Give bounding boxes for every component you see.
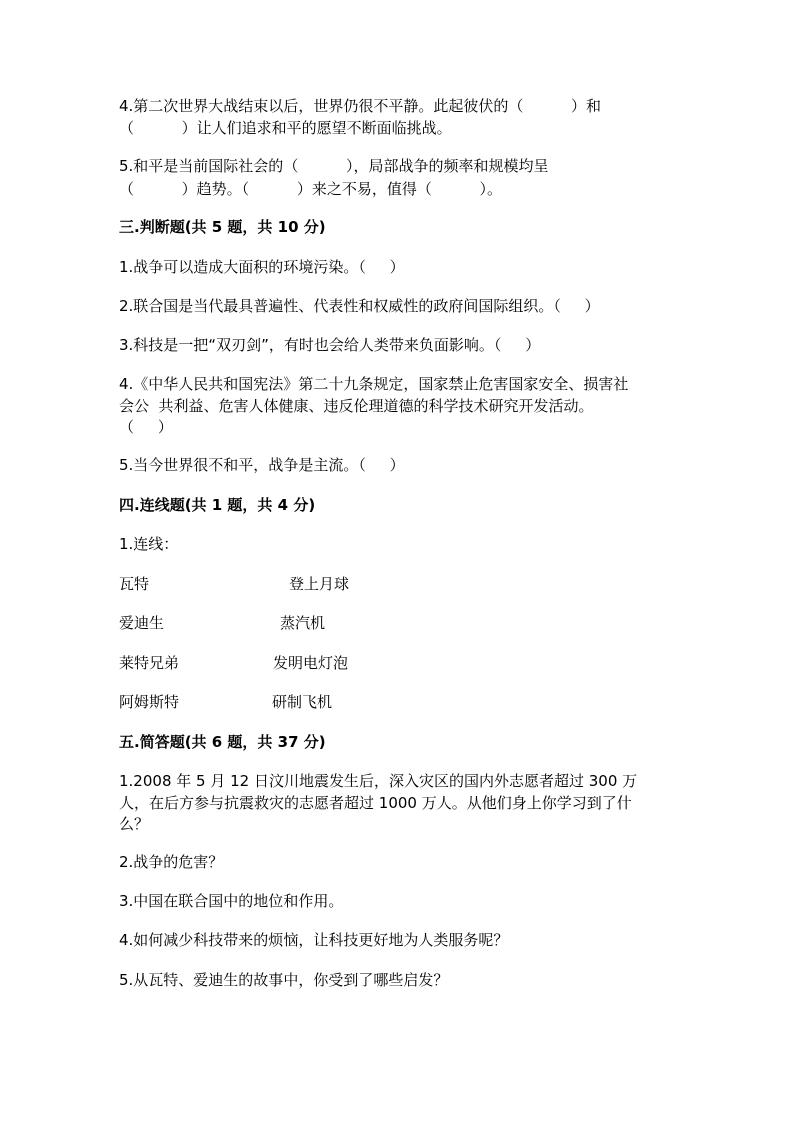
question-2-5-line1: 5.和平是当前国际社会的（ ），局部战争的频率和规模均呈 xyxy=(119,157,549,175)
question-5-1-line1: 1.2008 年 5 月 12 日汶川地震发生后，深入灾区的国内外志愿者超过 300 万 xyxy=(119,772,638,790)
question-5-3: 3.中国在联合国中的地位和作用。 xyxy=(119,892,344,910)
question-5-2: 2.战争的危害？ xyxy=(119,853,224,871)
question-3-2: 2.联合国是当代最具普遍性、代表性和权威性的政府间国际组织。（ ） xyxy=(119,297,600,315)
question-2-5-line2: （ ）趋势。（ ）来之不易，值得（ ）。 xyxy=(119,180,503,198)
question-5-4: 4.如何减少科技带来的烦恼，让科技更好地为人类服务呢？ xyxy=(119,931,509,949)
question-3-5: 5.当今世界很不和平，战争是主流。（ ） xyxy=(119,456,405,474)
matching-left-item: 瓦特 xyxy=(119,575,150,593)
question-3-4-line3: （ ） xyxy=(119,418,173,436)
matching-right-item: 登上月球 xyxy=(289,575,350,593)
section-4-heading: 四.连线题(共 1 题，共 4 分) xyxy=(119,496,316,514)
section-3-heading: 三.判断题(共 5 题，共 10 分) xyxy=(119,218,326,236)
question-3-4-line1: 4.《中华人民共和国宪法》第二十九条规定，国家禁止危害国家安全、损害社 xyxy=(119,375,629,393)
question-5-5: 5.从瓦特、爱迪生的故事中，你受到了哪些启发？ xyxy=(119,971,449,989)
question-2-4-line2: （ ）让人们追求和平的愿望不断面临挑战。 xyxy=(119,119,452,137)
matching-right-item: 蒸汽机 xyxy=(280,614,326,632)
matching-right-item: 研制飞机 xyxy=(272,693,333,711)
question-2-4-line1: 4.第二次世界大战结束以后，世界仍很不平静。此起彼伏的（ ）和 xyxy=(119,97,601,115)
question-5-1-line2: 人，在后方参与抗震救灾的志愿者超过 1000 万人。从他们身上你学习到了什 xyxy=(119,794,632,812)
matching-left-item: 爱迪生 xyxy=(119,614,165,632)
section-5-heading: 五.简答题(共 6 题，共 37 分) xyxy=(119,733,326,751)
matching-left-item: 阿姆斯特 xyxy=(119,693,180,711)
question-4-1: 1.连线： xyxy=(119,535,179,553)
question-5-1-line3: 么？ xyxy=(119,815,150,833)
question-3-3: 3.科技是一把“双刃剑”，有时也会给人类带来负面影响。（ ） xyxy=(119,336,541,354)
matching-right-item: 发明电灯泡 xyxy=(273,654,349,672)
matching-left-item: 莱特兄弟 xyxy=(119,654,180,672)
question-3-4-line2: 会公 共利益、危害人体健康、违反伦理道德的科学技术研究开发活动。 xyxy=(119,397,594,415)
question-3-1: 1.战争可以造成大面积的环境污染。（ ） xyxy=(119,258,405,276)
